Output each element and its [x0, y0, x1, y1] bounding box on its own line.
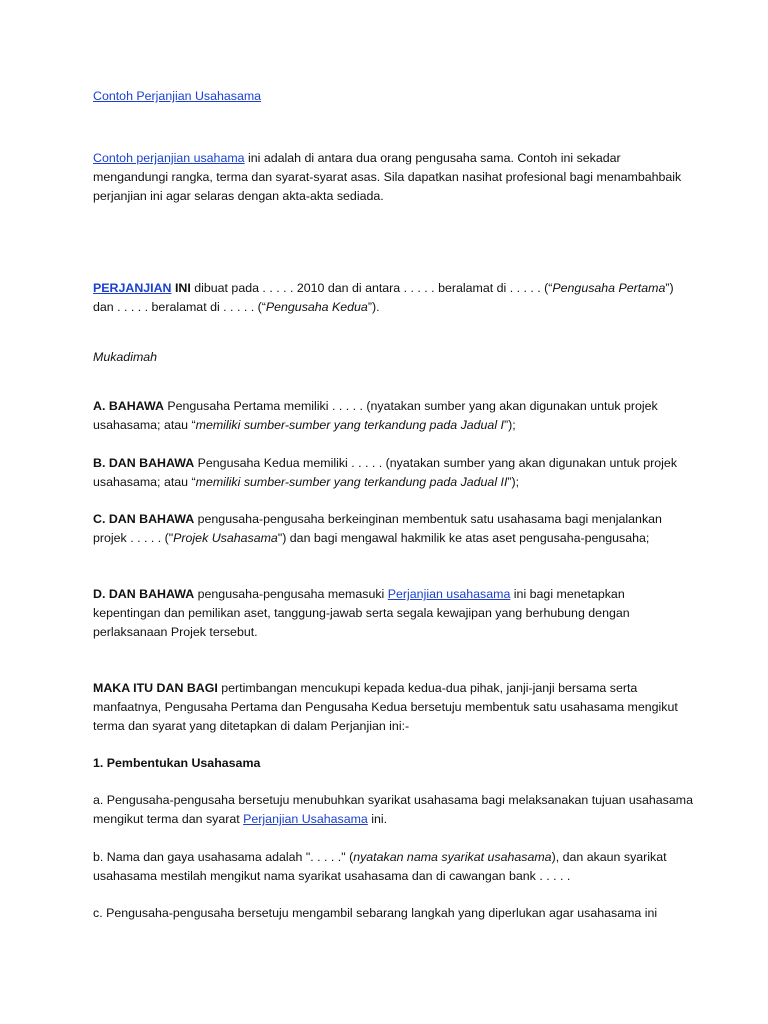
clause-b-text: b. Nama dan gaya usahasama adalah ". . . . ." ( [93, 850, 354, 864]
clause-a-text: a. Pengusaha-pengusaha bersetuju menubuhkan syarikat usahasama bagi melaksanakan tujuan usahasama mengikut terma dan syarat [93, 793, 693, 826]
section-1-heading-text: 1. Pembentukan Usahasama [93, 756, 261, 770]
recital-b-end: ”); [507, 475, 520, 489]
clause-a-link[interactable]: Perjanjian Usahasama [243, 812, 368, 826]
recital-d-label: D. DAN BAHAWA [93, 587, 195, 601]
section-1-heading [93, 754, 693, 773]
clause-b-italic: nyatakan nama syarikat usahasama [353, 850, 552, 864]
recital-a-end: ”); [503, 418, 516, 432]
agreement-text-2: ”) dan . . . . . beralamat di . . . . . (“ [93, 281, 674, 314]
recital-c-italic: Projek Usahasama [173, 531, 278, 545]
clause-a [93, 791, 693, 829]
now-therefore-label: MAKA ITU DAN BAGI [93, 681, 218, 695]
recital-c-label: C. DAN BAHAWA [93, 512, 195, 526]
second-party-name: Pengusaha Kedua [265, 300, 368, 314]
recital-b-label: B. DAN BAHAWA [93, 456, 195, 470]
agreement-bold-text: INI [171, 281, 191, 295]
recital-d-text: pengusaha-pengusaha memasuki [194, 587, 388, 601]
intro-link[interactable]: Contoh perjanjian usahama [93, 151, 245, 165]
recital-b-italic: memiliki sumber-sumber yang terkandung pada Jadual II [195, 475, 508, 489]
recital-a-text: Pengusaha Pertama memiliki . . . . . (nyatakan sumber yang akan digunakan untuk projek usahasama; atau “ [93, 399, 658, 432]
now-therefore-paragraph [93, 679, 693, 736]
intro-text: ini adalah di antara dua orang pengusaha sama. Contoh ini sekadar mengandungi rangka, terma dan syarat-syarat asas. Sila dapatkan nasihat profesional bagi menambahbaik perjanjian ini agar selaras dengan akta-akta sediada. [93, 151, 682, 203]
preamble-heading [93, 348, 693, 367]
clause-c-text: c. Pengusaha-pengusaha bersetuju mengambil sebarang langkah yang diperlukan agar usahasama ini [93, 906, 658, 920]
clause-b [93, 848, 693, 886]
clause-a-end: ini. [367, 812, 388, 826]
recital-a-italic: memiliki sumber-sumber yang terkandung pada Jadual I [195, 418, 504, 432]
recital-b-text: Pengusaha Kedua memiliki . . . . . (nyatakan sumber yang akan digunakan untuk projek usahasama; atau “ [93, 456, 678, 489]
agreement-text-1: dibuat pada . . . . . 2010 dan di antara . . . . . beralamat di . . . . . (“ [190, 281, 553, 295]
recital-c-text: pengusaha-pengusaha berkeinginan membentuk satu usahasama bagi menjalankan projek . . . . . (" [93, 512, 662, 545]
intro-paragraph [93, 149, 693, 206]
recital-d [93, 585, 693, 642]
title-link[interactable]: Contoh Perjanjian Usahasama [93, 89, 262, 103]
agreement-link[interactable]: PERJANJIAN [93, 281, 172, 295]
recital-d-link[interactable]: Perjanjian usahasama [387, 587, 511, 601]
recital-c-end: ") dan bagi mengawal hakmilik ke atas aset pengusaha-pengusaha; [277, 531, 650, 545]
recital-c [93, 510, 693, 548]
recital-b [93, 454, 693, 492]
preamble-heading-text: Mukadimah [93, 350, 158, 364]
agreement-text-3: ”). [367, 300, 380, 314]
clause-b-end: ), dan akaun syarikat usahasama mestilah mengikut nama syarikat usahasama dan di cawangan bank . . . . . [93, 850, 667, 883]
recital-a-label: A. BAHAWA [93, 399, 164, 413]
first-party-name: Pengusaha Pertama [552, 281, 666, 295]
document-title [93, 87, 693, 106]
recital-a [93, 397, 693, 435]
clause-c [93, 904, 693, 923]
recital-d-end: ini bagi menetapkan kepentingan dan pemilikan aset, tanggung-jawab serta segala kewajipan yang berhubung dengan perlaksanaan Projek tersebut. [93, 587, 630, 639]
agreement-paragraph [93, 279, 693, 317]
now-therefore-text: pertimbangan mencukupi kepada kedua-dua pihak, janji-janji bersama serta manfaatnya, Pengusaha Pertama dan Pengusaha Kedua bersetuju membentuk satu usahasama mengikut terma dan syarat yang ditetapkan di dalam Perjanjian ini:- [93, 681, 678, 733]
